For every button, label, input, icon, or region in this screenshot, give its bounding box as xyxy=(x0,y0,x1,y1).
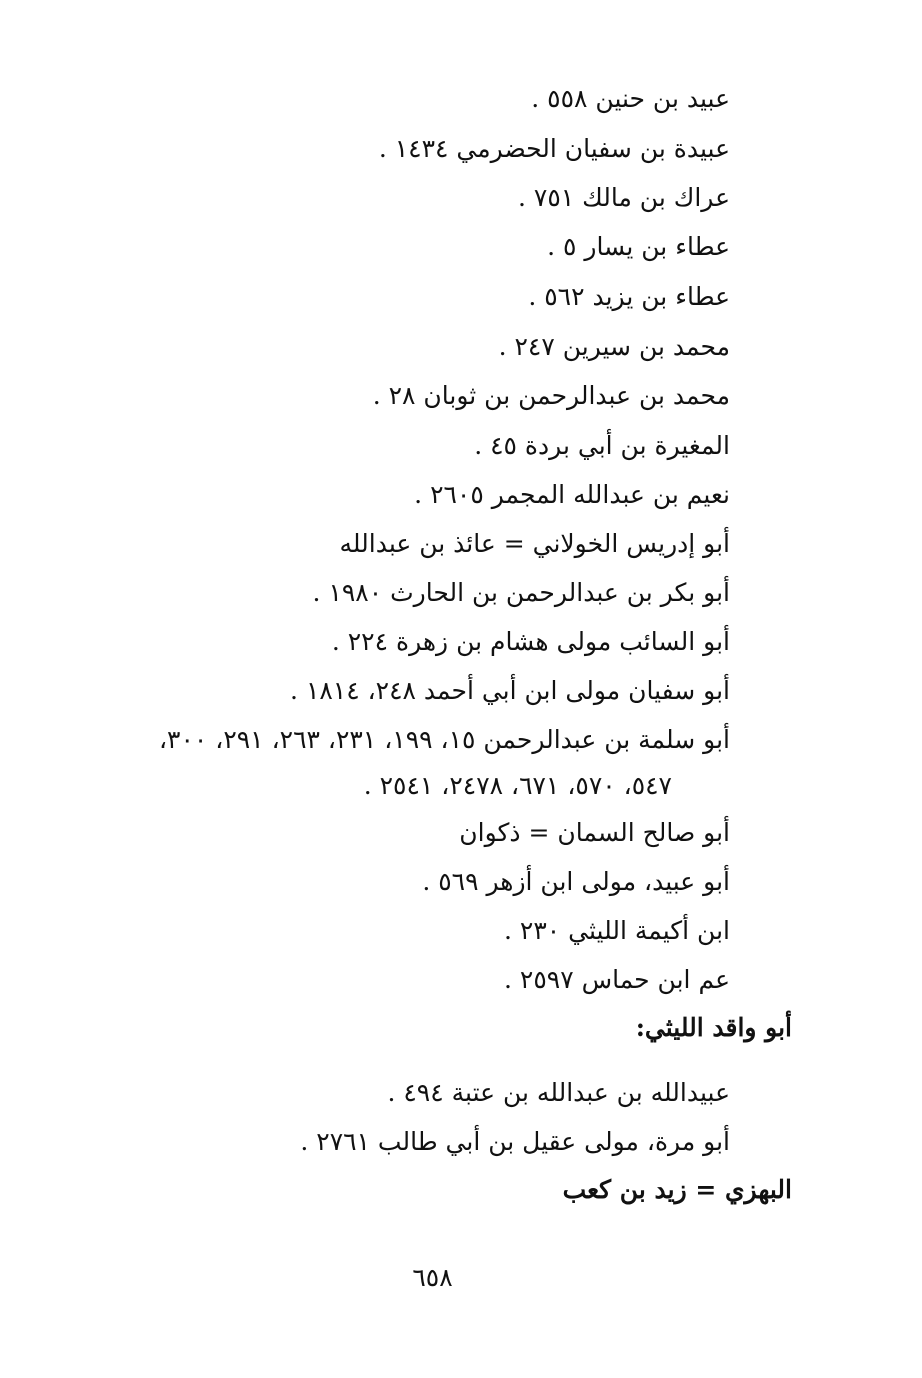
index-entry: عطاء بن يزيد ٥٦٢ . xyxy=(528,282,730,311)
index-entry: المغيرة بن أبي بردة ٤٥ . xyxy=(474,431,730,460)
index-entry: محمد بن سيرين ٢٤٧ . xyxy=(498,332,730,361)
index-entry-continuation: ٥٤٧، ٥٧٠، ٦٧١، ٢٤٧٨، ٢٥٤١ . xyxy=(363,771,672,800)
index-entry: عبيدالله بن عبدالله بن عتبة ٤٩٤ . xyxy=(387,1078,730,1107)
section-heading: أبو واقد الليثي: xyxy=(635,1013,792,1042)
index-entry: أبو سلمة بن عبدالرحمن ١٥، ١٩٩، ٢٣١، ٢٦٣، ٢٩١، ٣٠٠، xyxy=(158,725,730,754)
index-entry: أبو إدريس الخولاني = عائذ بن عبدالله xyxy=(339,529,730,558)
index-entry: نعيم بن عبدالله المجمر ٢٦٠٥ . xyxy=(414,480,730,509)
index-entry: محمد بن عبدالرحمن بن ثوبان ٢٨ . xyxy=(372,381,730,410)
index-entry: عبيدة بن سفيان الحضرمي ١٤٣٤ . xyxy=(378,134,730,163)
index-entry: أبو مرة، مولى عقيل بن أبي طالب ٢٧٦١ . xyxy=(300,1127,730,1156)
index-entry: عبيد بن حنين ٥٥٨ . xyxy=(531,84,730,113)
index-entry: أبو السائب مولى هشام بن زهرة ٢٢٤ . xyxy=(331,627,730,656)
index-entry: ابن أكيمة الليثي ٢٣٠ . xyxy=(504,916,730,945)
index-entry: أبو صالح السمان = ذكوان xyxy=(459,818,730,847)
index-entry: أبو سفيان مولى ابن أبي أحمد ٢٤٨، ١٨١٤ . xyxy=(290,676,730,705)
page-number: ٦٥٨ xyxy=(412,1263,453,1292)
index-entry: أبو عبيد، مولى ابن أزهر ٥٦٩ . xyxy=(422,867,730,896)
index-entry: أبو بكر بن عبدالرحمن بن الحارث ١٩٨٠ . xyxy=(312,578,730,607)
index-entry: عراك بن مالك ٧٥١ . xyxy=(518,183,730,212)
index-entry: عم ابن حماس ٢٥٩٧ . xyxy=(504,965,730,994)
index-entry: عطاء بن يسار ٥ . xyxy=(547,232,730,261)
section-heading: البهزي = زيد بن كعب xyxy=(562,1175,792,1204)
